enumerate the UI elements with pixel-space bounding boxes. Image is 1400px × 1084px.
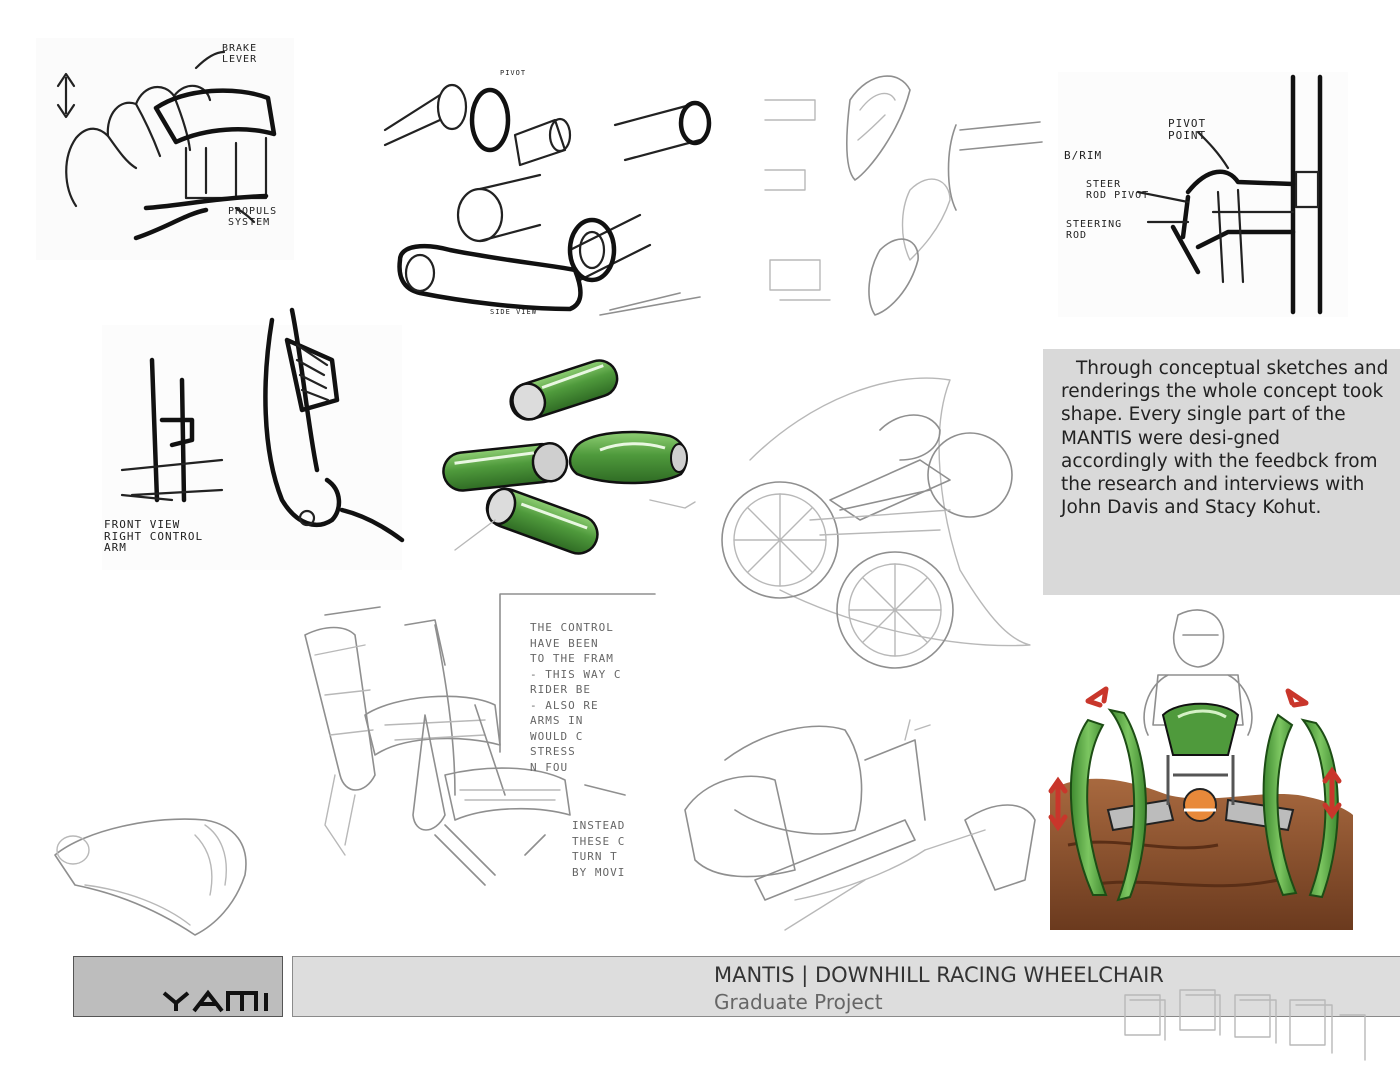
- pivot-point-label: PIVOT POINT: [1168, 117, 1207, 142]
- green-grip-renderings: [435, 370, 715, 580]
- brake-lever-label: BRAKE LEVER: [222, 43, 258, 65]
- yami-logo: [162, 985, 282, 1015]
- wheelchair-pencil-sketch: [690, 370, 1050, 690]
- pencil-handles-sketch: [760, 60, 1050, 340]
- controls-note: THE CONTROL HAVE BEEN TO THE FRAM - THIS WAY C RIDER BE - ALSO RE ARMS IN WOULD C STRESS N FOU: [530, 621, 622, 774]
- front-view-label: FRONT VIEW RIGHT CONTROL ARM: [104, 518, 204, 555]
- b-rim-label: B/RIM: [1064, 149, 1103, 162]
- footer-title: MANTIS | DOWNHILL RACING WHEELCHAIR: [714, 963, 1164, 987]
- footer-subtitle: Graduate Project: [714, 990, 883, 1014]
- concept-text-panel: [1043, 349, 1400, 595]
- side-view-label: SIDE VIEW: [490, 308, 537, 316]
- instead-note: INSTEAD THESE C TURN T BY MOVI: [572, 819, 626, 879]
- pivot-small-label: PIVOT: [500, 69, 527, 77]
- propulsion-system-label: PROPULS SYSTEM: [228, 206, 278, 228]
- grip-tubes-sketch: [380, 65, 725, 325]
- footer-logo-box: [73, 956, 283, 1017]
- seat-pencil-sketch: [45, 795, 265, 945]
- steer-rod-pivot-label: STEER ROD PIVOT: [1086, 179, 1150, 201]
- mantis-color-rendering: [1048, 605, 1353, 930]
- steering-rod-label: STEERING ROD: [1066, 219, 1123, 241]
- rear-frame-pencil-sketch: [665, 700, 1055, 950]
- concept-description: Through conceptual sketches and renderings the whole concept took shape. Every single part of the MANTIS were desi-gned accordingly with the feedbck from the research and interviews with John Davis and Stacy Kohut.: [1061, 358, 1389, 519]
- wireframe-logo-sketch: [1120, 975, 1370, 1065]
